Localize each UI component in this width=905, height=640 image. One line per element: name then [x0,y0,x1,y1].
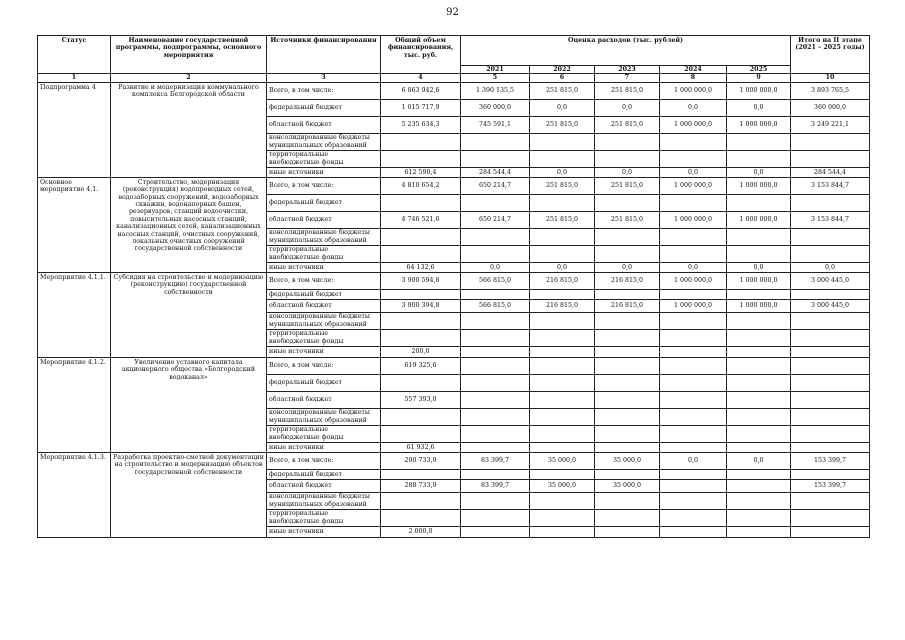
year-value-cell [461,357,530,374]
year-value-cell: 251 815,0 [595,82,660,99]
source-cell: иные источники [267,346,381,357]
table-row [38,357,870,374]
year-value-cell [461,228,530,245]
column-number: 1 [38,74,111,82]
stage-total-cell: 3 153 844,7 [791,177,870,194]
year-value-cell: 0,0 [660,167,727,177]
year-value-cell [727,469,791,479]
program-name-cell: Разработка проектно-сметной документации на строительство и модернизацию объектов государственной собственности [111,452,267,537]
total-cell [381,408,461,425]
year-value-cell [727,245,791,262]
column-number: 3 [267,74,381,82]
year-value-cell: 83 399,7 [461,479,530,492]
table-row [38,272,870,289]
source-cell: федеральный бюджет [267,289,381,299]
year-value-cell: 35 000,0 [595,452,660,469]
year-value-cell [660,509,727,526]
year-value-cell [595,357,660,374]
year-value-cell [530,526,595,537]
year-value-cell: 216 815,0 [595,299,660,312]
year-value-cell [530,289,595,299]
year-value-cell [595,133,660,150]
year-value-cell [530,442,595,452]
year-value-cell [530,391,595,408]
source-cell: Всего, в том числе: [267,272,381,289]
total-cell [381,425,461,442]
total-cell: 290 733,9 [381,452,461,469]
total-cell [381,194,461,211]
year-value-cell: 566 815,0 [461,272,530,289]
total-cell [381,469,461,479]
year-value-cell: 1 000 000,0 [660,177,727,194]
year-value-cell: 284 544,4 [461,167,530,177]
stage-total-cell: 3 153 844,7 [791,211,870,228]
year-value-cell [530,509,595,526]
year-value-cell [727,150,791,167]
column-number: 2 [111,74,267,82]
total-cell [381,329,461,346]
year-value-cell: 0,0 [530,167,595,177]
column-number: 8 [660,74,727,82]
header-name: Наименование государственной программы, подпрограммы, основного мероприятия [111,36,267,74]
year-value-cell [461,289,530,299]
year-value-cell [461,245,530,262]
page-number: 92 [446,7,459,18]
year-value-cell: 0,0 [595,99,660,116]
year-value-cell: 1 000 000,0 [660,299,727,312]
year-value-cell [461,194,530,211]
year-value-cell [727,346,791,357]
header-estimate: Оценка расходов (тыс. рублей) [461,36,791,66]
year-value-cell [660,408,727,425]
year-value-cell: 0,0 [530,99,595,116]
total-cell: 557 393,0 [381,391,461,408]
year-value-cell [461,469,530,479]
year-value-cell [530,150,595,167]
year-value-cell [660,391,727,408]
year-value-cell [530,346,595,357]
year-value-cell [595,526,660,537]
header-stage-total: Итого на II этапе (2021 – 2025 годы) [791,36,870,74]
year-value-cell [530,133,595,150]
year-value-cell [530,408,595,425]
year-value-cell [660,374,727,391]
year-value-cell [461,374,530,391]
total-cell: 288 733,9 [381,479,461,492]
year-value-cell: 35 000,0 [530,452,595,469]
year-value-cell: 566 815,0 [461,299,530,312]
source-cell: консолидированные бюджеты муниципальных образований [267,492,381,509]
year-value-cell [660,469,727,479]
year-value-cell: 650 214,7 [461,211,530,228]
program-name-cell: Развитие и модернизация коммунального комплекса Белгородской области [111,82,267,177]
year-value-cell [530,312,595,329]
total-cell [381,228,461,245]
program-name-cell: Строительство, модернизация (реконструкция) водопроводных сетей, водозаборных сооружений, водозаборных скважин, водонапорных башен, резервуаров, станций водоочистки, повысительных насосных станций, канализационных сетей, канализационных насосных станций, очистных сооружений, локальных очистных сооружений государственной собственности [111,177,267,272]
year-value-cell [660,526,727,537]
source-cell: Всего, в том числе: [267,177,381,194]
year-value-cell [595,289,660,299]
source-cell: областной бюджет [267,116,381,133]
source-cell: территориальные внебюджетные фонды [267,509,381,526]
status-cell: Подпрограмма 4 [38,82,111,177]
year-value-cell [660,245,727,262]
year-value-cell [660,194,727,211]
stage-total-cell [791,150,870,167]
year-value-cell: 83 399,7 [461,452,530,469]
year-value-cell: 251 815,0 [595,116,660,133]
total-cell [381,150,461,167]
source-cell: консолидированные бюджеты муниципальных образований [267,408,381,425]
year-value-cell [461,391,530,408]
stage-total-cell [791,391,870,408]
year-value-cell [660,492,727,509]
year-value-cell: 0,0 [461,262,530,272]
stage-total-cell [791,526,870,537]
source-cell: консолидированные бюджеты муниципальных образований [267,312,381,329]
year-value-cell [461,150,530,167]
status-cell: Мероприятие 4.1.2. [38,357,111,452]
year-value-cell: 251 815,0 [595,177,660,194]
year-value-cell [530,228,595,245]
column-number-row [38,74,870,82]
status-cell: Мероприятие 4.1.1. [38,272,111,357]
year-value-cell [530,374,595,391]
total-cell [381,492,461,509]
year-value-cell [595,150,660,167]
year-value-cell [727,133,791,150]
year-value-cell: 0,0 [727,262,791,272]
year-value-cell [727,492,791,509]
stage-total-cell: 284 544,4 [791,167,870,177]
column-number: 4 [381,74,461,82]
stage-total-cell: 153 399,7 [791,479,870,492]
year-value-cell [595,391,660,408]
stage-total-cell: 360 000,0 [791,99,870,116]
year-value-cell [595,469,660,479]
total-cell [381,312,461,329]
total-cell: 2 000,0 [381,526,461,537]
year-value-cell [727,526,791,537]
source-cell: территориальные внебюджетные фонды [267,425,381,442]
program-name-cell: Субсидия на строительство и модернизацию (реконструкцию) государственной собственности [111,272,267,357]
year-value-cell: 1 390 135,5 [461,82,530,99]
year-value-cell [530,245,595,262]
source-cell: территориальные внебюджетные фонды [267,329,381,346]
year-value-cell: 0,0 [727,99,791,116]
year-value-cell [530,492,595,509]
total-cell: 1 015 717,9 [381,99,461,116]
source-cell: иные источники [267,262,381,272]
year-value-cell [727,442,791,452]
year-value-cell: 35 000,0 [530,479,595,492]
year-value-cell [461,425,530,442]
stage-total-cell: 153 399,7 [791,452,870,469]
status-cell: Мероприятие 4.1.3. [38,452,111,537]
year-value-cell [530,357,595,374]
year-value-cell [595,194,660,211]
total-cell: 200,0 [381,346,461,357]
year-value-cell [461,442,530,452]
total-cell: 61 932,6 [381,442,461,452]
table-body [38,82,870,537]
source-cell: территориальные внебюджетные фонды [267,150,381,167]
year-value-cell [461,492,530,509]
stage-total-cell [791,442,870,452]
financing-table-wrapper [37,35,869,538]
source-cell: областной бюджет [267,299,381,312]
year-value-cell [727,408,791,425]
year-value-cell: 251 815,0 [595,211,660,228]
stage-total-cell: 3 893 765,5 [791,82,870,99]
year-value-cell [595,374,660,391]
year-value-cell [660,133,727,150]
year-value-cell [727,194,791,211]
year-value-cell [660,289,727,299]
source-cell: иные источники [267,442,381,452]
source-cell: Всего, в том числе: [267,357,381,374]
year-value-cell [595,312,660,329]
source-cell: иные источники [267,167,381,177]
year-value-cell [461,133,530,150]
stage-total-cell: 3 249 221,1 [791,116,870,133]
source-cell: федеральный бюджет [267,194,381,211]
column-number: 10 [791,74,870,82]
year-value-cell: 0,0 [660,99,727,116]
total-cell [381,289,461,299]
year-value-cell [660,228,727,245]
total-cell [381,374,461,391]
program-name-cell: Увеличение уставного капитала акционерного общества «Белгородский водоканал» [111,357,267,452]
total-cell: 4 746 521,6 [381,211,461,228]
stage-total-cell [791,425,870,442]
year-value-cell [727,391,791,408]
year-value-cell [530,425,595,442]
year-value-cell [595,329,660,346]
year-value-cell [727,329,791,346]
stage-total-cell: 0,0 [791,262,870,272]
year-value-cell: 251 815,0 [530,177,595,194]
year-value-cell [461,346,530,357]
total-cell: 4 810 654,2 [381,177,461,194]
financing-table [37,35,870,538]
year-value-cell: 216 815,0 [530,299,595,312]
stage-total-cell [791,374,870,391]
table-row [38,177,870,194]
year-value-cell: 360 000,0 [461,99,530,116]
source-cell: областной бюджет [267,391,381,408]
year-value-cell: 1 000 000,0 [727,211,791,228]
year-value-cell [727,374,791,391]
year-value-cell: 0,0 [727,452,791,469]
year-value-cell [660,425,727,442]
stage-total-cell [791,469,870,479]
year-value-cell [727,357,791,374]
year-value-cell [595,509,660,526]
year-value-cell: 0,0 [530,262,595,272]
year-value-cell: 1 000 000,0 [727,177,791,194]
source-cell: областной бюджет [267,479,381,492]
year-value-cell [461,408,530,425]
year-value-cell [660,312,727,329]
source-cell: консолидированные бюджеты муниципальных образований [267,133,381,150]
year-value-cell: 1 000 000,0 [727,82,791,99]
stage-total-cell [791,194,870,211]
column-number: 5 [461,74,530,82]
header-status: Статус [38,36,111,74]
stage-total-cell [791,245,870,262]
year-value-cell [595,492,660,509]
year-value-cell [595,228,660,245]
year-value-cell: 1 000 000,0 [727,299,791,312]
year-value-cell [595,245,660,262]
total-cell: 619 325,6 [381,357,461,374]
stage-total-cell [791,509,870,526]
year-value-cell: 650 214,7 [461,177,530,194]
stage-total-cell [791,289,870,299]
total-cell [381,245,461,262]
total-cell: 612 590,4 [381,167,461,177]
year-value-cell [461,329,530,346]
stage-total-cell [791,133,870,150]
year-value-cell: 1 000 000,0 [660,116,727,133]
year-value-cell: 35 000,0 [595,479,660,492]
year-value-cell: 1 000 000,0 [727,116,791,133]
year-value-cell: 251 815,0 [530,82,595,99]
year-value-cell: 0,0 [727,167,791,177]
stage-total-cell: 3 000 445,0 [791,299,870,312]
year-value-cell [660,442,727,452]
year-value-cell: 0,0 [595,262,660,272]
table-row [38,82,870,99]
stage-total-cell: 3 000 445,0 [791,272,870,289]
total-cell: 6 863 942,6 [381,82,461,99]
year-value-cell: 1 000 000,0 [727,272,791,289]
year-value-cell: 216 815,0 [530,272,595,289]
stage-total-cell [791,408,870,425]
year-value-cell [660,346,727,357]
source-cell: федеральный бюджет [267,374,381,391]
year-value-cell: 251 815,0 [530,211,595,228]
total-cell: 3 900 594,8 [381,272,461,289]
status-cell: Основное мероприятие 4.1. [38,177,111,272]
source-cell: территориальные внебюджетные фонды [267,245,381,262]
stage-total-cell [791,492,870,509]
year-value-cell [727,425,791,442]
header-year: 2024 [660,66,727,74]
stage-total-cell [791,357,870,374]
year-value-cell: 216 815,0 [595,272,660,289]
year-value-cell [530,469,595,479]
source-cell: иные источники [267,526,381,537]
header-year: 2025 [727,66,791,74]
table-row [38,452,870,469]
column-number: 9 [727,74,791,82]
year-value-cell [461,526,530,537]
year-value-cell [595,346,660,357]
total-cell: 5 235 634,3 [381,116,461,133]
year-value-cell [530,329,595,346]
total-cell: 64 132,6 [381,262,461,272]
year-value-cell [727,479,791,492]
total-cell [381,133,461,150]
stage-total-cell [791,346,870,357]
year-value-cell [595,425,660,442]
source-cell: Всего, в том числе: [267,452,381,469]
year-value-cell [595,408,660,425]
year-value-cell: 251 815,0 [530,116,595,133]
header-year: 2022 [530,66,595,74]
total-cell [381,509,461,526]
year-value-cell [530,194,595,211]
source-cell: федеральный бюджет [267,469,381,479]
year-value-cell: 0,0 [660,262,727,272]
year-value-cell: 0,0 [595,167,660,177]
stage-total-cell [791,329,870,346]
year-value-cell [727,312,791,329]
header-year: 2021 [461,66,530,74]
year-value-cell [660,329,727,346]
column-number: 7 [595,74,660,82]
source-cell: областной бюджет [267,211,381,228]
source-cell: федеральный бюджет [267,99,381,116]
year-value-cell: 745 591,1 [461,116,530,133]
column-number: 6 [530,74,595,82]
year-value-cell [461,312,530,329]
year-value-cell: 0,0 [660,452,727,469]
stage-total-cell [791,312,870,329]
header-total: Общий объем финансирования, тыс. руб. [381,36,461,74]
year-value-cell [727,289,791,299]
year-value-cell [595,442,660,452]
header-sources: Источники финансирования [267,36,381,74]
year-value-cell: 1 000 000,0 [660,211,727,228]
year-value-cell: 1 000 000,0 [660,82,727,99]
year-value-cell [727,228,791,245]
year-value-cell [461,509,530,526]
stage-total-cell [791,228,870,245]
year-value-cell [727,509,791,526]
source-cell: консолидированные бюджеты муниципальных образований [267,228,381,245]
year-value-cell [660,150,727,167]
year-value-cell [660,357,727,374]
year-value-cell [660,479,727,492]
header-year: 2023 [595,66,660,74]
year-value-cell: 1 000 000,0 [660,272,727,289]
source-cell: Всего, в том числе: [267,82,381,99]
total-cell: 3 900 394,8 [381,299,461,312]
